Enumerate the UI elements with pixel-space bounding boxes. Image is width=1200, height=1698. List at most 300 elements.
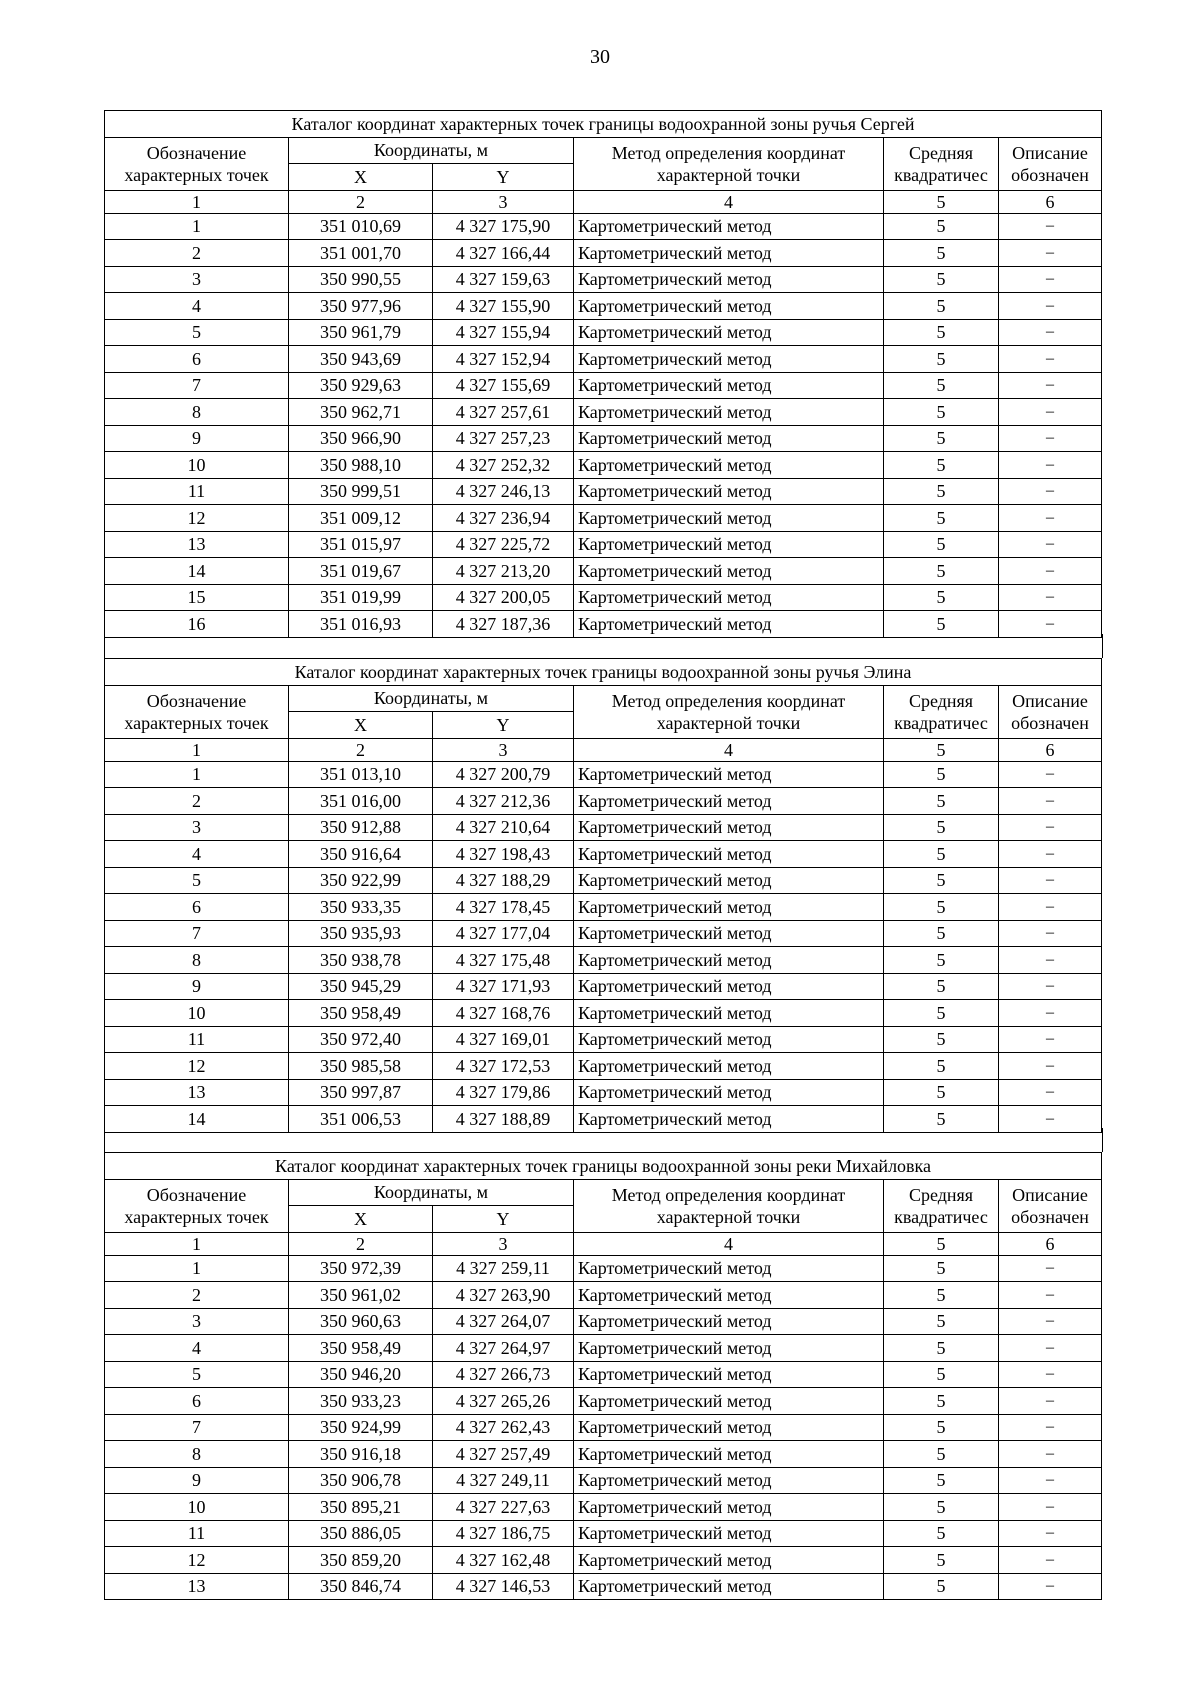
point-number-cell: 9 — [105, 425, 289, 452]
column-number: 5 — [884, 1232, 999, 1255]
y-coordinate-cell: 4 327 210,64 — [433, 814, 574, 841]
accuracy-cell: 5 — [884, 240, 999, 267]
description-cell: – — [999, 1053, 1102, 1080]
x-header: X — [289, 1206, 433, 1233]
y-coordinate-cell: 4 327 162,48 — [433, 1547, 574, 1574]
point-number-cell: 10 — [105, 1494, 289, 1521]
y-coordinate-cell: 4 327 227,63 — [433, 1494, 574, 1521]
x-coordinate-cell: 351 015,97 — [289, 531, 433, 558]
point-number-cell: 3 — [105, 1308, 289, 1335]
x-coordinate-cell: 351 016,93 — [289, 611, 433, 638]
table-row — [105, 372, 1102, 399]
y-coordinate-cell: 4 327 257,49 — [433, 1441, 574, 1468]
description-cell: – — [999, 1388, 1102, 1415]
method-cell: Картометрический метод — [574, 1335, 884, 1362]
column-number: 4 — [574, 190, 884, 213]
coordinates-catalog-table — [104, 658, 1102, 1133]
point-number-cell: 2 — [105, 240, 289, 267]
x-coordinate-cell: 350 929,63 — [289, 372, 433, 399]
description-cell: – — [999, 611, 1102, 638]
description-cell: – — [999, 1106, 1102, 1133]
y-header: Y — [433, 1206, 574, 1233]
accuracy-cell: 5 — [884, 505, 999, 532]
accuracy-cell: 5 — [884, 425, 999, 452]
point-number-cell: 11 — [105, 1520, 289, 1547]
method-cell: Картометрический метод — [574, 1547, 884, 1574]
point-number-cell: 14 — [105, 558, 289, 585]
x-coordinate-cell: 351 010,69 — [289, 213, 433, 240]
table-row — [105, 1079, 1102, 1106]
point-number-cell: 2 — [105, 788, 289, 815]
y-coordinate-cell: 4 327 265,26 — [433, 1388, 574, 1415]
description-cell: – — [999, 1282, 1102, 1309]
point-number-cell: 7 — [105, 1414, 289, 1441]
description-cell: – — [999, 1026, 1102, 1053]
column-number: 6 — [999, 738, 1102, 761]
accuracy-cell: 5 — [884, 1335, 999, 1362]
y-coordinate-cell: 4 327 152,94 — [433, 346, 574, 373]
y-coordinate-cell: 4 327 200,05 — [433, 584, 574, 611]
x-coordinate-cell: 350 912,88 — [289, 814, 433, 841]
accuracy-cell: 5 — [884, 1079, 999, 1106]
method-cell: Картометрический метод — [574, 584, 884, 611]
column-number: 3 — [433, 190, 574, 213]
page-number: 30 — [590, 46, 610, 68]
column-number: 2 — [289, 738, 433, 761]
designation-header: Обозначение характерных точек — [105, 137, 289, 190]
method-cell: Картометрический метод — [574, 1053, 884, 1080]
point-number-cell: 2 — [105, 1282, 289, 1309]
accuracy-cell: 5 — [884, 319, 999, 346]
catalog-separator — [104, 634, 1103, 658]
table-row — [105, 1573, 1102, 1600]
table-row — [105, 1494, 1102, 1521]
y-coordinate-cell: 4 327 266,73 — [433, 1361, 574, 1388]
method-cell: Картометрический метод — [574, 761, 884, 788]
point-number-cell: 13 — [105, 531, 289, 558]
table-row — [105, 1335, 1102, 1362]
method-cell: Картометрический метод — [574, 1494, 884, 1521]
table-row — [105, 761, 1102, 788]
method-cell: Картометрический метод — [574, 293, 884, 320]
description-cell: – — [999, 814, 1102, 841]
y-header: Y — [433, 164, 574, 191]
description-cell: – — [999, 947, 1102, 974]
designation-header: Обозначение характерных точек — [105, 685, 289, 738]
table-row — [105, 346, 1102, 373]
y-coordinate-cell: 4 327 236,94 — [433, 505, 574, 532]
y-coordinate-cell: 4 327 262,43 — [433, 1414, 574, 1441]
accuracy-cell: 5 — [884, 213, 999, 240]
point-number-cell: 8 — [105, 947, 289, 974]
x-coordinate-cell: 350 958,49 — [289, 1000, 433, 1027]
y-coordinate-cell: 4 327 257,61 — [433, 399, 574, 426]
x-coordinate-cell: 350 960,63 — [289, 1308, 433, 1335]
method-cell: Картометрический метод — [574, 213, 884, 240]
method-header: Метод определения координат характерной точки — [574, 685, 884, 738]
description-cell: – — [999, 1079, 1102, 1106]
point-number-cell: 6 — [105, 1388, 289, 1415]
x-coordinate-cell: 350 999,51 — [289, 478, 433, 505]
accuracy-cell: 5 — [884, 1494, 999, 1521]
point-number-cell: 4 — [105, 841, 289, 868]
method-cell: Картометрический метод — [574, 319, 884, 346]
description-cell: – — [999, 973, 1102, 1000]
method-cell: Картометрический метод — [574, 894, 884, 921]
catalog-title: Каталог координат характерных точек границы водоохранной зоны реки Михайловка — [105, 1153, 1102, 1180]
y-header: Y — [433, 712, 574, 739]
accuracy-cell: 5 — [884, 452, 999, 479]
y-coordinate-cell: 4 327 186,75 — [433, 1520, 574, 1547]
table-row — [105, 788, 1102, 815]
accuracy-cell: 5 — [884, 531, 999, 558]
method-cell: Картометрический метод — [574, 1079, 884, 1106]
column-number: 6 — [999, 1232, 1102, 1255]
y-coordinate-cell: 4 327 200,79 — [433, 761, 574, 788]
description-cell: – — [999, 1494, 1102, 1521]
method-header: Метод определения координат характерной точки — [574, 1179, 884, 1232]
y-coordinate-cell: 4 327 177,04 — [433, 920, 574, 947]
description-cell: – — [999, 1520, 1102, 1547]
y-coordinate-cell: 4 327 252,32 — [433, 452, 574, 479]
method-cell: Картометрический метод — [574, 841, 884, 868]
method-cell: Картометрический метод — [574, 611, 884, 638]
description-cell: – — [999, 1441, 1102, 1468]
method-cell: Картометрический метод — [574, 240, 884, 267]
y-coordinate-cell: 4 327 213,20 — [433, 558, 574, 585]
table-row — [105, 293, 1102, 320]
point-number-cell: 6 — [105, 346, 289, 373]
accuracy-cell: 5 — [884, 788, 999, 815]
x-coordinate-cell: 350 946,20 — [289, 1361, 433, 1388]
table-row — [105, 1000, 1102, 1027]
point-number-cell: 3 — [105, 266, 289, 293]
accuracy-cell: 5 — [884, 1520, 999, 1547]
method-cell: Картометрический метод — [574, 399, 884, 426]
description-cell: – — [999, 920, 1102, 947]
accuracy-cell: 5 — [884, 947, 999, 974]
x-coordinate-cell: 350 886,05 — [289, 1520, 433, 1547]
accuracy-cell: 5 — [884, 611, 999, 638]
table-row — [105, 867, 1102, 894]
table-row — [105, 1255, 1102, 1282]
point-number-cell: 3 — [105, 814, 289, 841]
table-row — [105, 213, 1102, 240]
y-coordinate-cell: 4 327 246,13 — [433, 478, 574, 505]
column-number: 1 — [105, 738, 289, 761]
method-cell: Картометрический метод — [574, 505, 884, 532]
point-number-cell: 9 — [105, 1467, 289, 1494]
description-cell: – — [999, 1308, 1102, 1335]
method-cell: Картометрический метод — [574, 1573, 884, 1600]
accuracy-cell: 5 — [884, 266, 999, 293]
y-coordinate-cell: 4 327 259,11 — [433, 1255, 574, 1282]
y-coordinate-cell: 4 327 171,93 — [433, 973, 574, 1000]
x-coordinate-cell: 350 938,78 — [289, 947, 433, 974]
table-row — [105, 894, 1102, 921]
y-coordinate-cell: 4 327 264,97 — [433, 1335, 574, 1362]
accuracy-cell: 5 — [884, 1388, 999, 1415]
accuracy-cell: 5 — [884, 293, 999, 320]
x-coordinate-cell: 351 019,99 — [289, 584, 433, 611]
x-header: X — [289, 164, 433, 191]
y-coordinate-cell: 4 327 257,23 — [433, 425, 574, 452]
column-number: 4 — [574, 1232, 884, 1255]
point-number-cell: 11 — [105, 1026, 289, 1053]
point-number-cell: 10 — [105, 1000, 289, 1027]
method-cell: Картометрический метод — [574, 1282, 884, 1309]
y-coordinate-cell: 4 327 187,36 — [433, 611, 574, 638]
table-row — [105, 1026, 1102, 1053]
y-coordinate-cell: 4 327 264,07 — [433, 1308, 574, 1335]
x-coordinate-cell: 350 943,69 — [289, 346, 433, 373]
x-coordinate-cell: 350 916,18 — [289, 1441, 433, 1468]
method-cell: Картометрический метод — [574, 1106, 884, 1133]
description-cell: – — [999, 425, 1102, 452]
method-cell: Картометрический метод — [574, 1414, 884, 1441]
coordinates-header: Координаты, м — [289, 1179, 574, 1206]
accuracy-cell: 5 — [884, 814, 999, 841]
method-cell: Картометрический метод — [574, 478, 884, 505]
point-number-cell: 4 — [105, 1335, 289, 1362]
table-row — [105, 1520, 1102, 1547]
description-cell: – — [999, 1255, 1102, 1282]
column-number: 2 — [289, 190, 433, 213]
y-coordinate-cell: 4 327 168,76 — [433, 1000, 574, 1027]
table-row — [105, 425, 1102, 452]
accuracy-cell: 5 — [884, 1026, 999, 1053]
method-cell: Картометрический метод — [574, 814, 884, 841]
y-coordinate-cell: 4 327 175,90 — [433, 213, 574, 240]
method-cell: Картометрический метод — [574, 372, 884, 399]
designation-header: Обозначение характерных точек — [105, 1179, 289, 1232]
accuracy-cell: 5 — [884, 1361, 999, 1388]
description-cell: – — [999, 319, 1102, 346]
y-coordinate-cell: 4 327 146,53 — [433, 1573, 574, 1600]
y-coordinate-cell: 4 327 179,86 — [433, 1079, 574, 1106]
table-row — [105, 319, 1102, 346]
table-row — [105, 266, 1102, 293]
method-cell: Картометрический метод — [574, 1255, 884, 1282]
x-coordinate-cell: 350 961,79 — [289, 319, 433, 346]
point-number-cell: 7 — [105, 920, 289, 947]
description-cell: – — [999, 1547, 1102, 1574]
y-coordinate-cell: 4 327 155,69 — [433, 372, 574, 399]
point-number-cell: 4 — [105, 293, 289, 320]
x-coordinate-cell: 350 985,58 — [289, 1053, 433, 1080]
description-cell: – — [999, 452, 1102, 479]
column-number: 3 — [433, 1232, 574, 1255]
description-cell: – — [999, 1335, 1102, 1362]
x-coordinate-cell: 350 977,96 — [289, 293, 433, 320]
description-cell: – — [999, 867, 1102, 894]
description-cell: – — [999, 1414, 1102, 1441]
x-coordinate-cell: 350 945,29 — [289, 973, 433, 1000]
x-header: X — [289, 712, 433, 739]
accuracy-cell: 5 — [884, 1573, 999, 1600]
description-cell: – — [999, 372, 1102, 399]
description-cell: – — [999, 346, 1102, 373]
column-number: 5 — [884, 738, 999, 761]
y-coordinate-cell: 4 327 263,90 — [433, 1282, 574, 1309]
x-coordinate-cell: 350 906,78 — [289, 1467, 433, 1494]
method-cell: Картометрический метод — [574, 1026, 884, 1053]
table-row — [105, 1053, 1102, 1080]
accuracy-cell: 5 — [884, 1255, 999, 1282]
description-cell: – — [999, 478, 1102, 505]
point-number-cell: 12 — [105, 1547, 289, 1574]
accuracy-cell: 5 — [884, 761, 999, 788]
y-coordinate-cell: 4 327 166,44 — [433, 240, 574, 267]
table-row — [105, 1547, 1102, 1574]
y-coordinate-cell: 4 327 169,01 — [433, 1026, 574, 1053]
description-cell: – — [999, 399, 1102, 426]
point-number-cell: 8 — [105, 1441, 289, 1468]
table-row — [105, 1361, 1102, 1388]
x-coordinate-cell: 351 019,67 — [289, 558, 433, 585]
accuracy-cell: 5 — [884, 867, 999, 894]
x-coordinate-cell: 351 006,53 — [289, 1106, 433, 1133]
table-row — [105, 399, 1102, 426]
description-cell: – — [999, 761, 1102, 788]
coordinates-header: Координаты, м — [289, 137, 574, 164]
point-number-cell: 12 — [105, 1053, 289, 1080]
point-number-cell: 1 — [105, 761, 289, 788]
table-row — [105, 558, 1102, 585]
y-coordinate-cell: 4 327 178,45 — [433, 894, 574, 921]
accuracy-cell: 5 — [884, 346, 999, 373]
x-coordinate-cell: 350 846,74 — [289, 1573, 433, 1600]
method-cell: Картометрический метод — [574, 1467, 884, 1494]
x-coordinate-cell: 350 958,49 — [289, 1335, 433, 1362]
column-number: 3 — [433, 738, 574, 761]
accuracy-cell: 5 — [884, 1547, 999, 1574]
x-coordinate-cell: 350 962,71 — [289, 399, 433, 426]
description-header: Описание обозначен — [999, 1179, 1102, 1232]
method-cell: Картометрический метод — [574, 1000, 884, 1027]
table-row — [105, 1282, 1102, 1309]
method-cell: Картометрический метод — [574, 425, 884, 452]
method-cell: Картометрический метод — [574, 867, 884, 894]
description-cell: – — [999, 558, 1102, 585]
description-cell: – — [999, 293, 1102, 320]
table-row — [105, 505, 1102, 532]
point-number-cell: 13 — [105, 1573, 289, 1600]
table-row — [105, 1308, 1102, 1335]
x-coordinate-cell: 351 009,12 — [289, 505, 433, 532]
y-coordinate-cell: 4 327 225,72 — [433, 531, 574, 558]
description-cell: – — [999, 1573, 1102, 1600]
x-coordinate-cell: 350 933,23 — [289, 1388, 433, 1415]
column-number: 5 — [884, 190, 999, 213]
y-coordinate-cell: 4 327 159,63 — [433, 266, 574, 293]
table-row — [105, 240, 1102, 267]
method-cell: Картометрический метод — [574, 558, 884, 585]
point-number-cell: 9 — [105, 973, 289, 1000]
point-number-cell: 15 — [105, 584, 289, 611]
point-number-cell: 1 — [105, 1255, 289, 1282]
description-cell: – — [999, 213, 1102, 240]
table-row — [105, 478, 1102, 505]
point-number-cell: 10 — [105, 452, 289, 479]
table-row — [105, 1467, 1102, 1494]
description-cell: – — [999, 266, 1102, 293]
description-cell: – — [999, 1000, 1102, 1027]
point-number-cell: 5 — [105, 1361, 289, 1388]
x-coordinate-cell: 350 988,10 — [289, 452, 433, 479]
accuracy-cell: 5 — [884, 558, 999, 585]
x-coordinate-cell: 350 966,90 — [289, 425, 433, 452]
catalog-title: Каталог координат характерных точек границы водоохранной зоны ручья Элина — [105, 659, 1102, 686]
y-coordinate-cell: 4 327 175,48 — [433, 947, 574, 974]
table-row — [105, 814, 1102, 841]
point-number-cell: 1 — [105, 213, 289, 240]
method-cell: Картометрический метод — [574, 973, 884, 1000]
table-row — [105, 1388, 1102, 1415]
x-coordinate-cell: 350 859,20 — [289, 1547, 433, 1574]
method-cell: Картометрический метод — [574, 788, 884, 815]
x-coordinate-cell: 350 924,99 — [289, 1414, 433, 1441]
accuracy-cell: 5 — [884, 894, 999, 921]
y-coordinate-cell: 4 327 188,89 — [433, 1106, 574, 1133]
description-cell: – — [999, 531, 1102, 558]
y-coordinate-cell: 4 327 249,11 — [433, 1467, 574, 1494]
method-cell: Картометрический метод — [574, 452, 884, 479]
y-coordinate-cell: 4 327 212,36 — [433, 788, 574, 815]
accuracy-header: Средняя квадратичес — [884, 137, 999, 190]
accuracy-header: Средняя квадратичес — [884, 1179, 999, 1232]
table-row — [105, 531, 1102, 558]
x-coordinate-cell: 350 997,87 — [289, 1079, 433, 1106]
y-coordinate-cell: 4 327 155,94 — [433, 319, 574, 346]
x-coordinate-cell: 351 001,70 — [289, 240, 433, 267]
x-coordinate-cell: 351 013,10 — [289, 761, 433, 788]
point-number-cell: 5 — [105, 867, 289, 894]
x-coordinate-cell: 350 961,02 — [289, 1282, 433, 1309]
table-row — [105, 920, 1102, 947]
description-cell: – — [999, 841, 1102, 868]
x-coordinate-cell: 350 916,64 — [289, 841, 433, 868]
point-number-cell: 5 — [105, 319, 289, 346]
accuracy-header: Средняя квадратичес — [884, 685, 999, 738]
method-cell: Картометрический метод — [574, 1361, 884, 1388]
column-number: 1 — [105, 1232, 289, 1255]
x-coordinate-cell: 350 972,40 — [289, 1026, 433, 1053]
accuracy-cell: 5 — [884, 584, 999, 611]
column-number: 1 — [105, 190, 289, 213]
accuracy-cell: 5 — [884, 372, 999, 399]
method-cell: Картометрический метод — [574, 1441, 884, 1468]
table-row — [105, 973, 1102, 1000]
accuracy-cell: 5 — [884, 1053, 999, 1080]
point-number-cell: 16 — [105, 611, 289, 638]
y-coordinate-cell: 4 327 172,53 — [433, 1053, 574, 1080]
point-number-cell: 14 — [105, 1106, 289, 1133]
x-coordinate-cell: 350 935,93 — [289, 920, 433, 947]
accuracy-cell: 5 — [884, 1467, 999, 1494]
accuracy-cell: 5 — [884, 920, 999, 947]
accuracy-cell: 5 — [884, 478, 999, 505]
y-coordinate-cell: 4 327 155,90 — [433, 293, 574, 320]
method-cell: Картометрический метод — [574, 920, 884, 947]
method-header: Метод определения координат характерной точки — [574, 137, 884, 190]
point-number-cell: 11 — [105, 478, 289, 505]
description-cell: – — [999, 240, 1102, 267]
table-row — [105, 1414, 1102, 1441]
x-coordinate-cell: 350 895,21 — [289, 1494, 433, 1521]
point-number-cell: 12 — [105, 505, 289, 532]
column-number: 2 — [289, 1232, 433, 1255]
